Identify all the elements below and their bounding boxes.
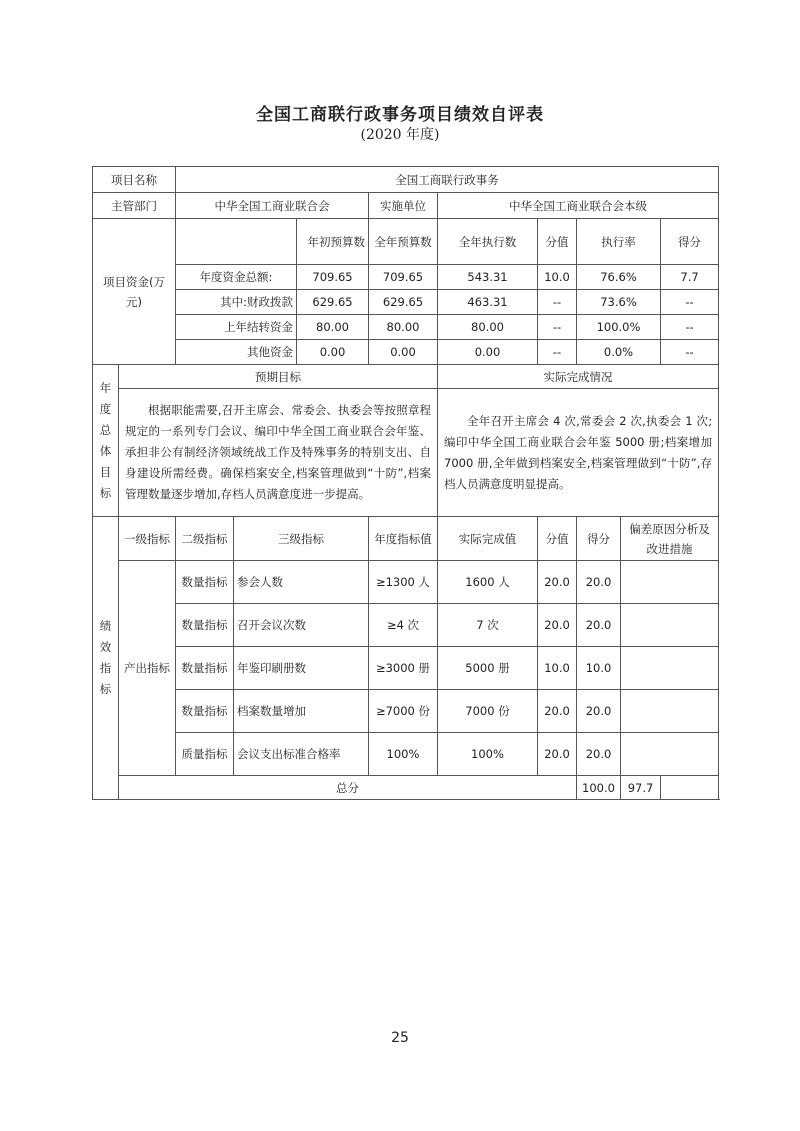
indicator-score: 10.0: [577, 647, 621, 690]
indicator-target: ≥1300 人: [369, 561, 438, 604]
funds-row-score: --: [661, 290, 719, 315]
project-name-value: 全国工商联行政事务: [176, 167, 719, 193]
indicator-level3: 档案数量增加: [234, 690, 369, 733]
indicator-actual: 1600 人: [438, 561, 538, 604]
indicator-level2: 数量指标: [176, 561, 234, 604]
indicator-level2: 数量指标: [176, 690, 234, 733]
total-weight: 100.0: [577, 776, 621, 800]
indicator-row: [93, 561, 719, 604]
total-note: [661, 776, 719, 800]
indicator-actual: 5000 册: [438, 647, 538, 690]
indicator-target: ≥4 次: [369, 604, 438, 647]
funds-row-score: --: [661, 340, 719, 365]
funds-row-executed: 463.31: [438, 290, 538, 315]
indicators-header-score: 得分: [577, 517, 621, 561]
indicator-weight: 20.0: [538, 733, 577, 776]
goals-header-row: [93, 365, 719, 389]
indicator-note: [621, 561, 719, 604]
indicator-row: [93, 604, 719, 647]
funds-header-initial: 年初预算数: [297, 219, 369, 265]
funds-header-rate: 执行率: [577, 219, 661, 265]
funds-row-rate: 73.6%: [577, 290, 661, 315]
funds-row-annual: 80.00: [369, 315, 438, 340]
impl-label: 实施单位: [369, 193, 438, 219]
indicator-score: 20.0: [577, 690, 621, 733]
funds-row: [93, 340, 719, 365]
indicator-row: [93, 647, 719, 690]
indicator-score: 20.0: [577, 733, 621, 776]
total-row: [93, 776, 719, 800]
funds-row-rate: 0.0%: [577, 340, 661, 365]
total-score: 97.7: [621, 776, 661, 800]
funds-row-executed: 0.00: [438, 340, 538, 365]
page-subtitle: (2020 年度): [360, 127, 440, 143]
indicators-level1: 产出指标: [119, 561, 176, 776]
goals-expected-header: 预期目标: [119, 365, 438, 389]
project-name-row: [93, 167, 719, 193]
funds-header-blank: [176, 219, 297, 265]
funds-header-weight: 分值: [538, 219, 577, 265]
funds-row-name: 年度资金总额:: [176, 265, 297, 290]
funds-row: [93, 315, 719, 340]
funds-row-initial: 709.65: [297, 265, 369, 290]
funds-header-executed: 全年执行数: [438, 219, 538, 265]
funds-label: 项目资金(万元): [93, 219, 176, 365]
indicator-target: ≥3000 册: [369, 647, 438, 690]
funds-row-name: 其他资金: [176, 340, 297, 365]
indicator-score: 20.0: [577, 604, 621, 647]
indicator-weight: 20.0: [538, 604, 577, 647]
funds-row-executed: 80.00: [438, 315, 538, 340]
funds-row-initial: 80.00: [297, 315, 369, 340]
dept-row: [93, 193, 719, 219]
project-name-label: 项目名称: [93, 167, 176, 193]
goals-actual-header: 实际完成情况: [438, 365, 719, 389]
indicator-actual: 7 次: [438, 604, 538, 647]
indicator-level2: 数量指标: [176, 647, 234, 690]
funds-row-executed: 543.31: [438, 265, 538, 290]
funds-row-score: --: [661, 315, 719, 340]
goals-expected-text: 根据职能需要,召开主席会、常委会、执委会等按照章程规定的一系列专门会议、编印中华全国工商业联合会年鉴、承担非公有制经济领域统战工作及特殊事务的特别支出、自身建设所需经费。确保档案安全,档案管理做到“十防”,档案管理数量逐步增加,存档人员满意度进一步提高。: [119, 389, 438, 517]
indicator-note: [621, 647, 719, 690]
impl-value: 中华全国工商业联合会本级: [438, 193, 719, 219]
page-title: 全国工商联行政事务项目绩效自评表: [256, 105, 544, 125]
indicator-weight: 10.0: [538, 647, 577, 690]
indicator-note: [621, 604, 719, 647]
indicators-header-level1: 一级指标: [119, 517, 176, 561]
indicator-level3: 年鉴印刷册数: [234, 647, 369, 690]
funds-header-score: 得分: [661, 219, 719, 265]
funds-row-weight: --: [538, 340, 577, 365]
indicators-label: 绩效指标: [93, 517, 119, 800]
indicators-header-target: 年度指标值: [369, 517, 438, 561]
indicator-note: [621, 690, 719, 733]
goals-actual-text: 全年召开主席会 4 次,常委会 2 次,执委会 1 次;编印中华全国工商业联合会年鉴 5000 册;档案增加 7000 册,全年做到档案安全,档案管理做到“十防”,存档人员满意度明显提高。: [438, 389, 719, 517]
indicator-level2: 质量指标: [176, 733, 234, 776]
funds-row: [93, 265, 719, 290]
indicator-actual: 7000 份: [438, 690, 538, 733]
funds-row: [93, 290, 719, 315]
funds-row-score: 7.7: [661, 265, 719, 290]
funds-row-initial: 629.65: [297, 290, 369, 315]
funds-row-initial: 0.00: [297, 340, 369, 365]
goals-text-row: [93, 389, 719, 517]
indicators-header-row: [93, 517, 719, 561]
indicator-target: 100%: [369, 733, 438, 776]
funds-header-row: [93, 219, 719, 265]
indicators-header-actual: 实际完成值: [438, 517, 538, 561]
indicator-level3: 参会人数: [234, 561, 369, 604]
indicators-header-level2: 二级指标: [176, 517, 234, 561]
funds-row-annual: 0.00: [369, 340, 438, 365]
indicator-target: ≥7000 份: [369, 690, 438, 733]
indicators-header-note: 偏差原因分析及改进措施: [621, 517, 719, 561]
dept-label: 主管部门: [93, 193, 176, 219]
goals-label: 年度总体目标: [93, 365, 119, 517]
funds-row-weight: --: [538, 290, 577, 315]
page-number: 25: [391, 1030, 409, 1046]
indicator-level2: 数量指标: [176, 604, 234, 647]
dept-value: 中华全国工商业联合会: [176, 193, 369, 219]
funds-row-rate: 76.6%: [577, 265, 661, 290]
indicator-level3: 召开会议次数: [234, 604, 369, 647]
indicator-weight: 20.0: [538, 690, 577, 733]
indicator-note: [621, 733, 719, 776]
total-label: 总分: [119, 776, 577, 800]
funds-row-annual: 709.65: [369, 265, 438, 290]
funds-row-rate: 100.0%: [577, 315, 661, 340]
indicator-score: 20.0: [577, 561, 621, 604]
funds-row-annual: 629.65: [369, 290, 438, 315]
funds-row-name: 其中:财政拨款: [176, 290, 297, 315]
indicators-header-weight: 分值: [538, 517, 577, 561]
funds-row-weight: 10.0: [538, 265, 577, 290]
funds-row-weight: --: [538, 315, 577, 340]
indicator-row: [93, 733, 719, 776]
funds-header-annual: 全年预算数: [369, 219, 438, 265]
indicator-actual: 100%: [438, 733, 538, 776]
indicator-weight: 20.0: [538, 561, 577, 604]
funds-row-name: 上年结转资金: [176, 315, 297, 340]
indicator-level3: 会议支出标准合格率: [234, 733, 369, 776]
indicators-header-level3: 三级指标: [234, 517, 369, 561]
indicator-row: [93, 690, 719, 733]
performance-table: [92, 166, 719, 800]
